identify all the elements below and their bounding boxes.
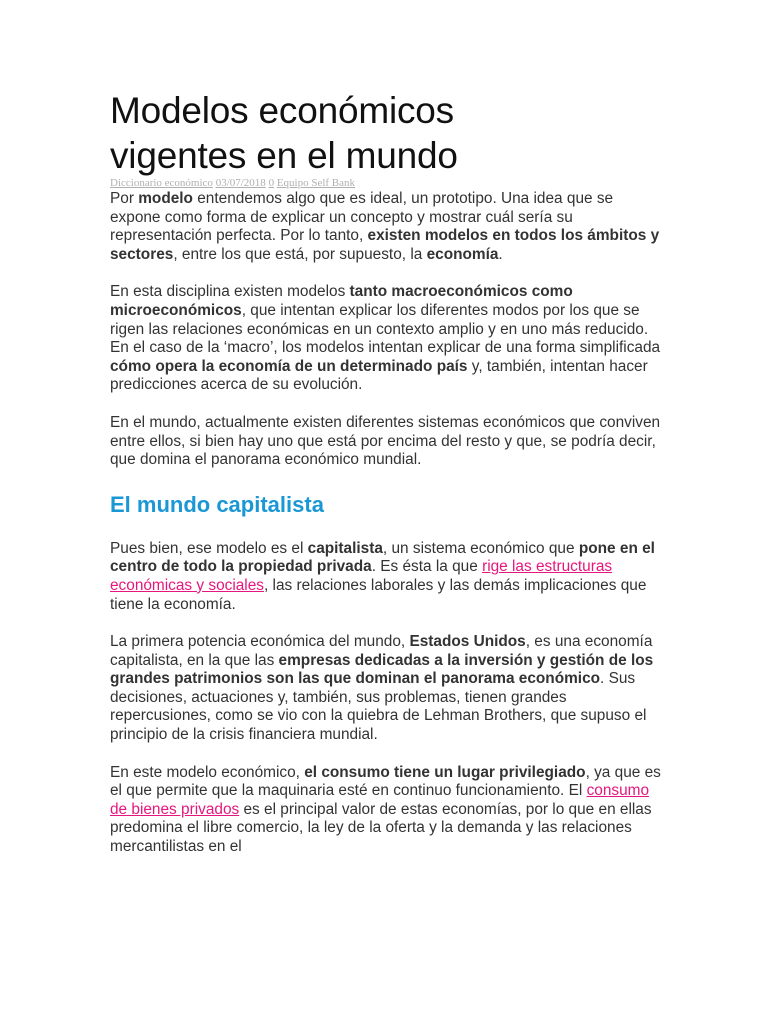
paragraph-gap [110,395,662,414]
article-meta [110,177,662,190]
title-line-2: vigentes en el mundo [110,135,458,176]
paragraph-4: Pues bien, ese modelo es el capitalista, un sistema económico que pone en el centro de todo la propiedad privada. Es ésta la que rige las estructuras económicas y sociales, las relaciones laborales y las demás implicaciones que tiene la economía. [110,539,655,613]
paragraph-3: En el mundo, actualmente existen diferentes sistemas económicos que conviven entre ellos, si bien hay uno que está por encima del resto y que, se podría decir, que domina el panorama económico mundial. [110,413,661,469]
meta-category-link[interactable]: Diccionario económico [110,177,213,189]
paragraph-gap [110,745,662,764]
meta-author-link[interactable]: Equipo Self Bank [276,177,356,189]
article [110,88,662,857]
article-title [110,88,662,178]
paragraph-gap [110,264,662,283]
paragraph-2: En esta disciplina existen modelos tanto macroeconómicos como microeconómicos, que intentan explicar los diferentes modos por los que se rigen las relaciones económicas en un contexto amplio y en uno más reducido. En el caso de la ‘macro’, los modelos intentan explicar de una forma simplificada cómo opera la economía de un determinado país y, también, intentan hacer predicciones acerca de su evolución. [110,283,661,394]
paragraph-6: En este modelo económico, el consumo tiene un lugar privilegiado, ya que es el que permite que la maquinaria esté en continuo funcionamiento. El consumo de bienes privados es el principal valor de estas economías, por lo que en ellas predomina el libre comercio, la ley de la oferta y la demanda y las relaciones mercantilistas en el [110,763,661,856]
title-line-1: Modelos económicos [110,90,454,131]
meta-comments-count[interactable]: 0 [268,177,275,189]
meta-date[interactable]: 03/07/2018 [215,177,266,189]
section-heading-capitalist: El mundo capitalista [110,491,324,517]
paragraph-1: Por modelo entendemos algo que es ideal, un prototipo. Una idea que se expone como forma de explicar un concepto y mostrar cuál sería su representación perfecta. Por lo tanto, existen modelos en todos los ámbitos y sectores, entre los que está, por supuesto, la economía. [110,190,660,263]
link-economic-structures[interactable]: rige las estructuras económicas y sociales [110,558,613,594]
paragraph-5: La primera potencia económica del mundo, Estados Unidos, es una economía capitalista, en la que las empresas dedicadas a la inversión y gestión de los grandes patrimonios son las que dominan el panorama económico. Sus decisiones, actuaciones y, también, sus problemas, tienen grandes repercusiones, como se vio con la quiebra de Lehman Brothers, que supuso el principio de la crisis financiera mundial. [110,633,654,744]
paragraph-gap [110,614,662,633]
link-private-goods-consumption[interactable]: consumo de bienes privados [110,782,650,818]
